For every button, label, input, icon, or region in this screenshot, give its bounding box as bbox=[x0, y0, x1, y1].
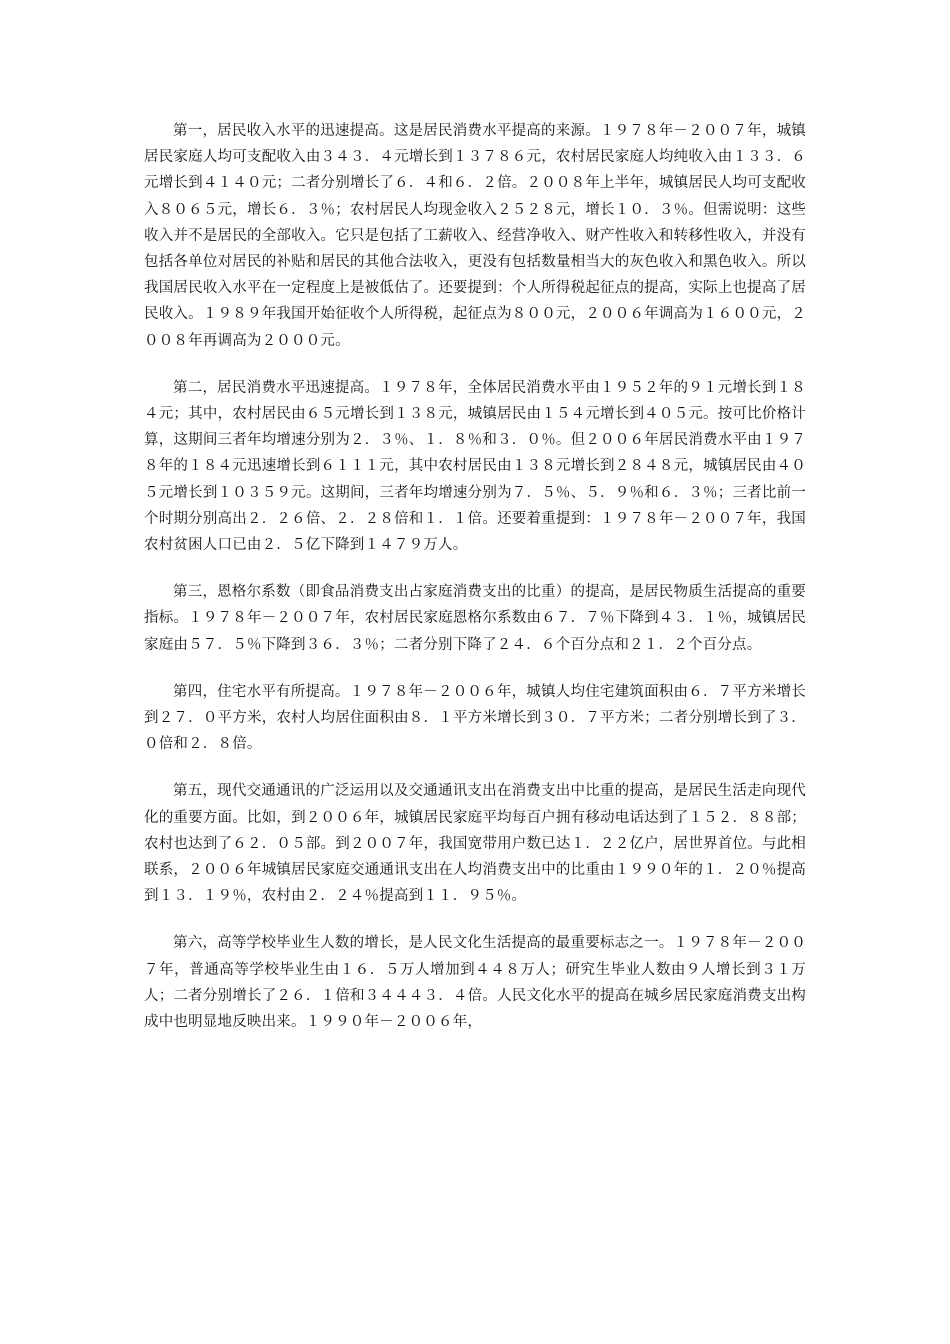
document-page bbox=[144, 118, 806, 1056]
paragraph-consumption: 第二，居民消费水平迅速提高。１９７８年，全体居民消费水平由１９５２年的９１元增长到１８４元；其中，农村居民由６５元增长到１３８元，城镇居民由１５４元增长到４０５元。按可比价格计算，这期间三者年均增速分别为２．３％、１．８％和３．０％。但２００６年居民消费水平由１９７８年的１８４元迅速增长到６１１１元，其中农村居民由１３８元增长到２８４８元，城镇居民由４０５元增长到１０３５９元。这期间，三者年均增速分别为７．５％、５．９％和６．３％；三者比前一个时期分别高出２．２６倍、２．２８倍和１．１倍。还要着重提到：１９７８年－２００７年，我国农村贫困人口已由２．５亿下降到１４７９万人。 bbox=[144, 379, 806, 554]
paragraph-communications: 第五，现代交通通讯的广泛运用以及交通通讯支出在消费支出中比重的提高，是居民生活走向现代化的重要方面。比如，到２００６年，城镇居民家庭平均每百户拥有移动电话达到了１５２．８８部；农村也达到了６２．０５部。到２００７年，我国宽带用户数已达１．２２亿户，居世界首位。与此相联系，２００６年城镇居民家庭交通通讯支出在人均消费支出中的比重由１９９０年的１．２０％提高到１３．１９％，农村由２．２４％提高到１１．９５％。 bbox=[144, 783, 806, 905]
paragraph-engel-coefficient: 第三，恩格尔系数（即食品消费支出占家庭消费支出的比重）的提高，是居民物质生活提高的重要指标。１９７８年－２００７年，农村居民家庭恩格尔系数由６７．７％下降到４３．１％，城镇居民家庭由５７．５％下降到３６．３％；二者分别下降了２４．６个百分点和２１．２个百分点。 bbox=[144, 584, 806, 653]
paragraph-housing: 第四，住宅水平有所提高。１９７８年－２００６年，城镇人均住宅建筑面积由６．７平方米增长到２７．０平方米，农村人均居住面积由８．１平方米增长到３０．７平方米；二者分别增长到了３．０倍和２．８倍。 bbox=[144, 683, 806, 753]
paragraph-income: 第一，居民收入水平的迅速提高。这是居民消费水平提高的来源。１９７８年－２００７年，城镇居民家庭人均可支配收入由３４３．４元增长到１３７８６元，农村居民家庭人均纯收入由１３３．６元增长到４１４０元；二者分别增长了６．４和６．２倍。２００８年上半年，城镇居民人均可支配收入８０６５元，增长６．３％；农村居民人均现金收入２５２８元，增长１０．３％。但需说明：这些收入并不是居民的全部收入。它只是包括了工薪收入、经营净收入、财产性收入和转移性收入，并没有包括各单位对居民的补贴和居民的其他合法收入，更没有包括数量相当大的灰色收入和黑色收入。所以我国居民收入水平在一定程度上是被低估了。还要提到：个人所得税起征点的提高，实际上也提高了居民收入。１９８９年我国开始征收个人所得税，起征点为８００元，２００６年调高为１６００元，２００８年再调高为２０００元。 bbox=[144, 123, 806, 349]
paragraph-higher-education: 第六，高等学校毕业生人数的增长，是人民文化生活提高的最重要标志之一。１９７８年－２００７年，普通高等学校毕业生由１６．５万人增加到４４８万人；研究生毕业人数由９人增长到３１万人；二者分别增长了２６．１倍和３４４４３．４倍。人民文化水平的提高在城乡居民家庭消费支出构成中也明显地反映出来。１９９０年－２００６年， bbox=[144, 935, 806, 1031]
